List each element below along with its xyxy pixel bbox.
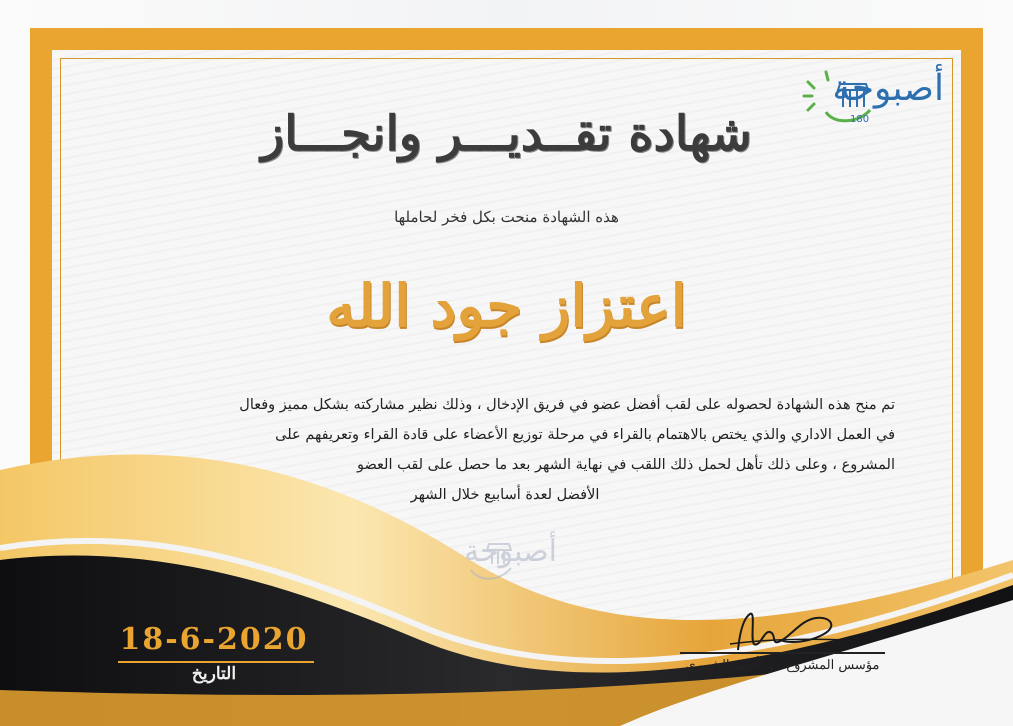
recipient-name: اعتزاز جود الله [326, 272, 687, 340]
signature-line [680, 652, 885, 654]
logo-number: 180 [850, 114, 870, 125]
signature-label: مؤسس المشروع : د. أحمد الشمري [685, 658, 880, 673]
certificate-title: شهادة تقــديـــر وانجـــاز [261, 106, 752, 162]
certificate-date: 18-6-2020 [119, 622, 309, 657]
body-line: في العمل الاداري والذي يختص بالاهتمام بالقراء في مرحلة توزيع الأعضاء على قادة القراء وتعريفهم على [275, 427, 895, 443]
certificate-body [115, 390, 895, 510]
body-line: تم منح هذه الشهادة لحصوله على لقب أفضل عضو في فريق الإدخال ، وذلك نظير مشاركته بشكل مميز وفعال [239, 397, 895, 413]
signature [720, 600, 860, 660]
body-line: الأفضل لعدة أسابيع خلال الشهر [410, 487, 600, 503]
watermark-logo [465, 528, 557, 588]
date-underline [118, 661, 314, 663]
body-line: المشروع ، وعلى ذلك تأهل لحمل ذلك اللقب في نهاية الشهر بعد ما حصل على لقب العضو [356, 457, 895, 473]
certificate-subtitle: هذه الشهادة منحت بكل فخر لحاملها [394, 208, 619, 226]
logo-text: أصبوحة [832, 68, 944, 109]
watermark-text: أصبوحة [464, 534, 557, 569]
date-label: التاريخ [191, 664, 237, 684]
